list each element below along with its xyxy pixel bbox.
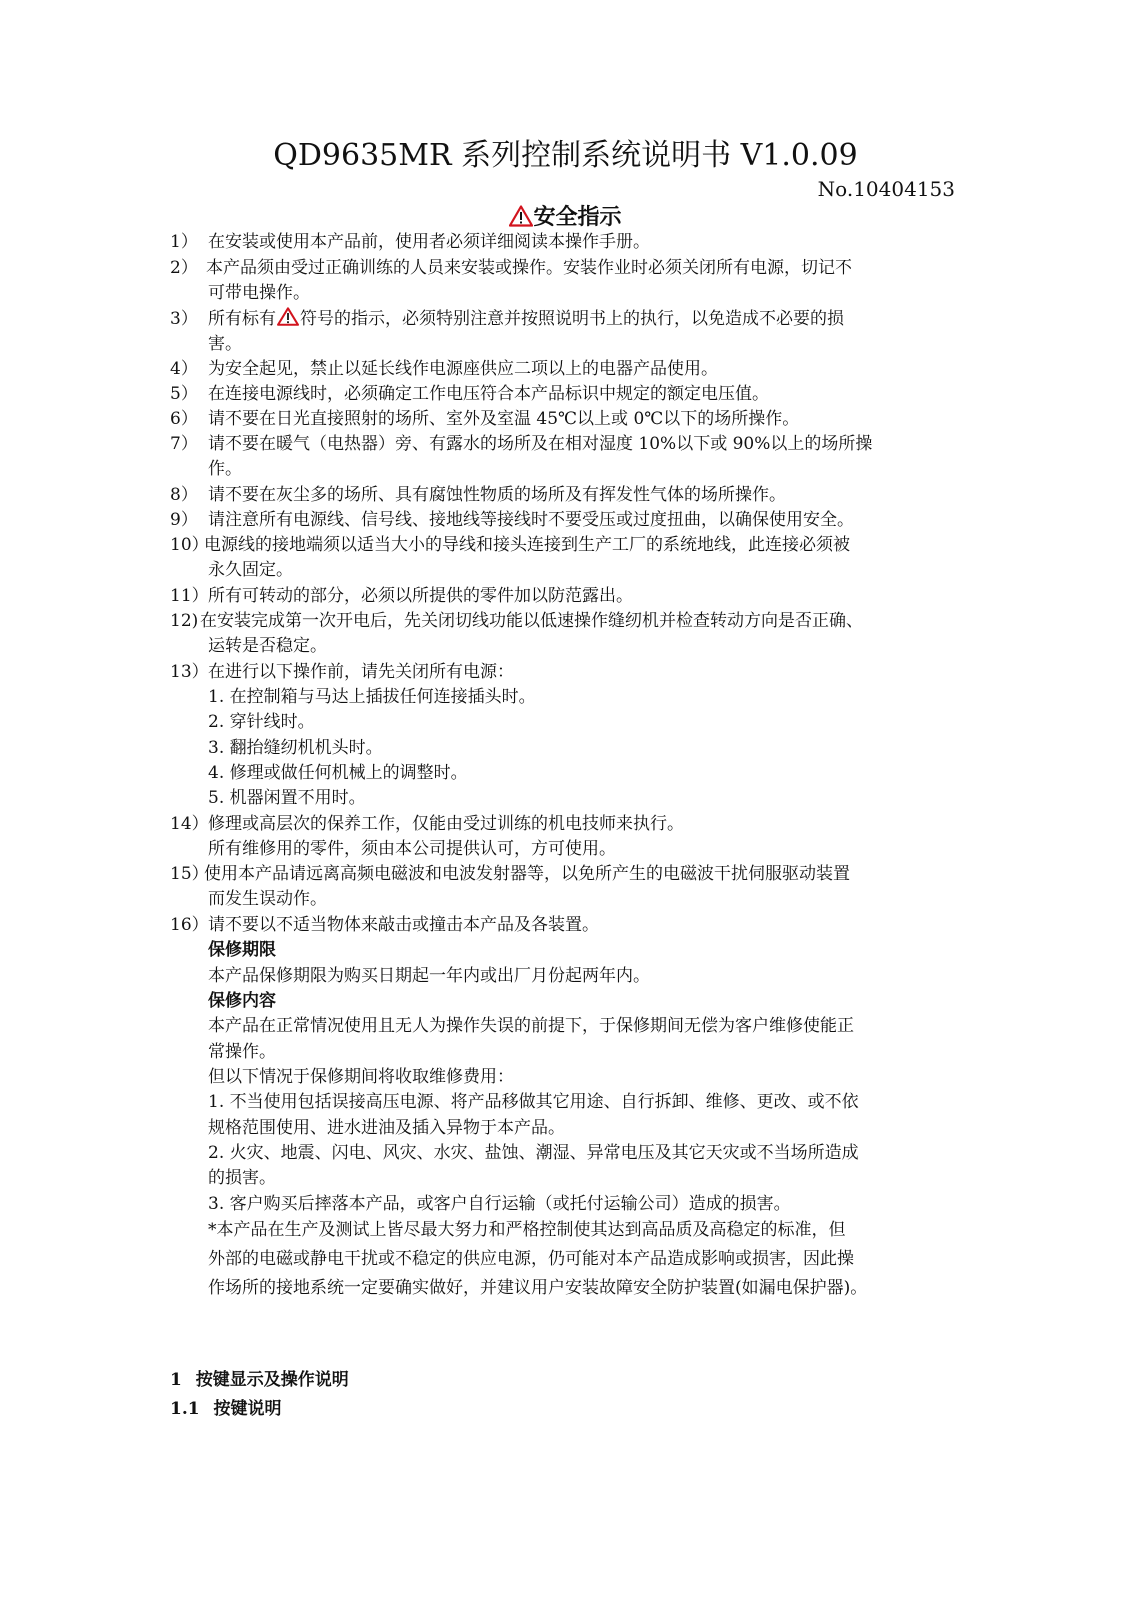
sub-item: 4. 修理或做任何机械上的调整时。 xyxy=(208,763,468,783)
item-text: 所有可转动的部分，必须以所提供的零件加以防范露出。 xyxy=(208,586,633,606)
item-text-continued: 可带电操作。 xyxy=(208,283,310,303)
item-number: 14） xyxy=(170,814,209,834)
section-title: 按键说明 xyxy=(213,1399,282,1419)
warranty-period-text: 本产品保修期限为购买日期起一年内或出厂月份起两年内。 xyxy=(208,966,650,986)
warranty-content-line: 常操作。 xyxy=(208,1042,276,1062)
item-number: 9） xyxy=(170,510,198,530)
safety-heading xyxy=(0,202,1131,232)
item-number: 4） xyxy=(170,359,198,379)
item-text-continued: 永久固定。 xyxy=(208,560,293,580)
item-text: 请不要在暖气（电热器）旁、有露水的场所及在相对湿度 10%以下或 90%以上的场所操 xyxy=(208,434,873,454)
item-text-post: 符号的指示，必须特别注意并按照说明书上的执行，以免造成不必要的损 xyxy=(300,309,844,329)
item-text-continued: 而发生误动作。 xyxy=(208,889,327,909)
item-text: 在连接电源线时，必须确定工作电压符合本产品标识中规定的额定电压值。 xyxy=(208,384,769,404)
sub-item: 2. 穿针线时。 xyxy=(208,712,315,732)
warning-triangle-icon xyxy=(277,307,299,326)
item-number: 15） xyxy=(170,864,209,884)
item-number: 7） xyxy=(170,434,198,454)
document-title: QD9635MR 系列控制系统说明书 V1.0.09 xyxy=(273,138,858,173)
item-number: 6） xyxy=(170,409,198,429)
item-number: 12) xyxy=(170,611,199,631)
warranty-content-line: 本产品在正常情况使用且无人为操作失误的前提下，于保修期间无偿为客户维修使能正 xyxy=(208,1016,854,1036)
item-number: 2） xyxy=(170,258,198,278)
warranty-note-line: 作场所的接地系统一定要确实做好，并建议用户安装故障安全防护装置(如漏电保护器)。 xyxy=(208,1278,868,1298)
warranty-note-line: *本产品在生产及测试上皆尽最大努力和严格控制使其达到高品质及高稳定的标准，但 xyxy=(208,1220,846,1240)
item-text: 请不要在日光直接照射的场所、室外及室温 45℃以上或 0℃以下的场所操作。 xyxy=(208,409,800,429)
item-text-pre: 所有标有 xyxy=(208,309,276,329)
warranty-fee-line: 2. 火灾、地震、闪电、风灾、水灾、盐蚀、潮湿、异常电压及其它天灾或不当场所造成 xyxy=(208,1143,859,1163)
item-number: 11） xyxy=(170,586,209,606)
section-number: 1.1 xyxy=(170,1399,200,1419)
item-text: 本产品须由受过正确训练的人员来安装或操作。安装作业时必须关闭所有电源，切记不 xyxy=(206,258,852,278)
safety-heading-text: 安全指示 xyxy=(533,204,622,230)
item-number: 8） xyxy=(170,485,198,505)
section-title: 按键显示及操作说明 xyxy=(195,1370,349,1390)
item-number: 3） xyxy=(170,309,198,329)
item-text: 为安全起见，禁止以延长线作电源座供应二项以上的电器产品使用。 xyxy=(208,359,718,379)
item-number: 13） xyxy=(170,662,209,682)
item-text-continued: 害。 xyxy=(208,334,242,354)
document-number: No.10404153 xyxy=(817,177,955,201)
item-text: 请注意所有电源线、信号线、接地线等接线时不要受压或过度扭曲，以确保使用安全。 xyxy=(208,510,854,530)
item-text-continued: 运转是否稳定。 xyxy=(208,636,327,656)
section-heading-1 xyxy=(170,1368,349,1392)
warning-triangle-icon xyxy=(509,205,533,227)
sub-item: 3. 翻抬缝纫机机头时。 xyxy=(208,738,383,758)
warranty-period-heading: 保修期限 xyxy=(208,940,276,960)
sub-item: 1. 在控制箱与马达上插拔任何连接插头时。 xyxy=(208,687,536,707)
item-text: 使用本产品请远离高频电磁波和电波发射器等，以免所产生的电磁波干扰伺服驱动装置 xyxy=(204,864,850,884)
section-number: 1 xyxy=(170,1370,182,1390)
section-heading-1-1 xyxy=(170,1397,282,1421)
warranty-content-heading: 保修内容 xyxy=(208,991,276,1011)
warranty-fee-intro: 但以下情况于保修期间将收取维修费用： xyxy=(208,1067,514,1087)
item-text: 修理或高层次的保养工作，仅能由受过训练的机电技师来执行。 xyxy=(208,814,684,834)
warranty-fee-line: 3. 客户购买后摔落本产品，或客户自行运输（或托付运输公司）造成的损害。 xyxy=(208,1194,791,1214)
sub-item: 5. 机器闲置不用时。 xyxy=(208,788,366,808)
item-number: 5） xyxy=(170,384,198,404)
item-text xyxy=(208,307,844,331)
warranty-fee-line: 1. 不当使用包括误接高压电源、将产品移做其它用途、自行拆卸、维修、更改、或不依 xyxy=(208,1092,859,1112)
item-text: 在进行以下操作前，请先关闭所有电源： xyxy=(208,662,514,682)
warranty-fee-line: 的损害。 xyxy=(208,1168,276,1188)
warranty-note-line: 外部的电磁或静电干扰或不稳定的供应电源，仍可能对本产品造成影响或损害，因此操 xyxy=(208,1249,854,1269)
item-text: 电源线的接地端须以适当大小的导线和接头连接到生产工厂的系统地线，此连接必须被 xyxy=(204,535,850,555)
item-text-continued: 所有维修用的零件，须由本公司提供认可，方可使用。 xyxy=(208,839,616,859)
item-number: 16） xyxy=(170,915,209,935)
item-text: 在安装或使用本产品前，使用者必须详细阅读本操作手册。 xyxy=(208,232,650,252)
item-text: 在安装完成第一次开电后，先关闭切线功能以低速操作缝纫机并检查转动方向是否正确、 xyxy=(200,611,863,631)
item-number: 10） xyxy=(170,535,209,555)
item-text: 请不要以不适当物体来敲击或撞击本产品及各装置。 xyxy=(208,915,599,935)
warranty-fee-line: 规格范围使用、进水进油及插入异物于本产品。 xyxy=(208,1118,565,1138)
item-text-continued: 作。 xyxy=(208,459,242,479)
item-text: 请不要在灰尘多的场所、具有腐蚀性物质的场所及有挥发性气体的场所操作。 xyxy=(208,485,786,505)
item-number: 1） xyxy=(170,232,198,252)
